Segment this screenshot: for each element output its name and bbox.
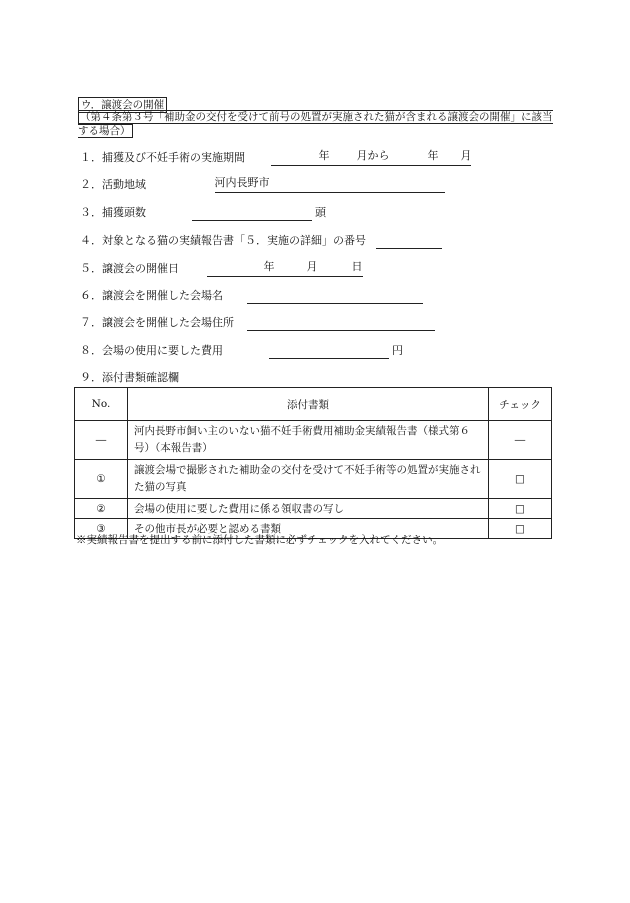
row-doc: 会場の使用に要した費用に係る領収書の写し bbox=[128, 499, 489, 519]
item-venue-address-label: ７．譲渡会を開催した会場住所 bbox=[80, 316, 234, 329]
item-event-date bbox=[80, 261, 363, 277]
item-report-number bbox=[80, 233, 442, 249]
item-venue-name-label: ６．譲渡会を開催した会場名 bbox=[80, 289, 223, 302]
checkbox[interactable]: □ bbox=[489, 519, 552, 539]
venue-address-blank[interactable] bbox=[247, 317, 435, 331]
event-date-blank[interactable] bbox=[207, 260, 363, 277]
item-attachments bbox=[80, 370, 179, 386]
footnote: ※実績報告書を提出する前に添付した書類に必ずチェックを入れてください。 bbox=[76, 534, 444, 546]
item-attachments-label: ９．添付書類確認欄 bbox=[80, 371, 179, 384]
month-to-label: 月 bbox=[460, 149, 472, 162]
area-blank[interactable] bbox=[214, 176, 445, 193]
count-unit: 頭 bbox=[315, 206, 326, 219]
col-doc-header: 添付書類 bbox=[128, 388, 489, 421]
period-blank[interactable] bbox=[271, 149, 472, 166]
item-report-number-label: ４．対象となる猫の実績報告書「５．実施の詳細」の番号 bbox=[80, 234, 366, 247]
col-check-header: チェック bbox=[489, 388, 552, 421]
venue-name-blank[interactable] bbox=[247, 290, 423, 304]
item-period bbox=[80, 150, 471, 166]
event-month-label: 月 bbox=[306, 260, 318, 273]
year-from-label: 年 bbox=[318, 149, 330, 162]
checkbox[interactable]: □ bbox=[489, 499, 552, 519]
row-no: ② bbox=[75, 499, 128, 519]
row-doc: 譲渡会場で撮影された補助金の交付を受けて不妊手術等の処置が実施された猫の写真 bbox=[128, 460, 489, 499]
item-count-label: ３．捕獲頭数 bbox=[80, 206, 146, 219]
row-check: ― bbox=[489, 421, 552, 460]
area-value: 河内長野市 bbox=[214, 176, 270, 189]
col-no-header: No. bbox=[75, 388, 128, 421]
section-subtitle-text: （第４条第３号「補助金の交付を受けて前号の処置が実施された猫が含まれる譲渡会の開催」に該当する場合） bbox=[78, 111, 553, 137]
item-area-label: ２．活動地域 bbox=[80, 178, 146, 191]
table-header-row bbox=[75, 388, 552, 421]
item-area bbox=[80, 177, 445, 193]
row-doc: その他市長が必要と認める書類 bbox=[128, 519, 489, 539]
item-event-date-label: ５．譲渡会の開催日 bbox=[80, 262, 179, 275]
count-blank[interactable] bbox=[192, 207, 312, 221]
event-year-label: 年 bbox=[263, 260, 275, 273]
month-from-label: 月から bbox=[356, 149, 390, 162]
row-no: ① bbox=[75, 460, 128, 499]
item-period-label: １．捕獲及び不妊手術の実施期間 bbox=[80, 151, 245, 164]
report-number-blank[interactable] bbox=[376, 235, 442, 249]
row-no: ― bbox=[75, 421, 128, 460]
item-venue-cost-label: ８．会場の使用に要した費用 bbox=[80, 344, 223, 357]
event-day-label: 日 bbox=[351, 260, 363, 273]
checkbox[interactable]: □ bbox=[489, 460, 552, 499]
table-row bbox=[75, 421, 552, 460]
attachment-table bbox=[74, 387, 552, 539]
section-title-text: ウ．譲渡会の開催 bbox=[78, 97, 167, 113]
section-subtitle bbox=[78, 110, 558, 138]
item-venue-cost bbox=[80, 343, 403, 359]
venue-cost-blank[interactable] bbox=[269, 345, 389, 359]
table-row bbox=[75, 499, 552, 519]
item-venue-name bbox=[80, 288, 423, 304]
row-no: ③ bbox=[75, 519, 128, 539]
item-count bbox=[80, 205, 326, 221]
cost-unit: 円 bbox=[392, 344, 403, 357]
item-venue-address bbox=[80, 315, 435, 331]
row-doc: 河内長野市飼い主のいない猫不妊手術費用補助金実績報告書（様式第６号）（本報告書） bbox=[128, 421, 489, 460]
table-row bbox=[75, 460, 552, 499]
year-to-label: 年 bbox=[427, 149, 439, 162]
